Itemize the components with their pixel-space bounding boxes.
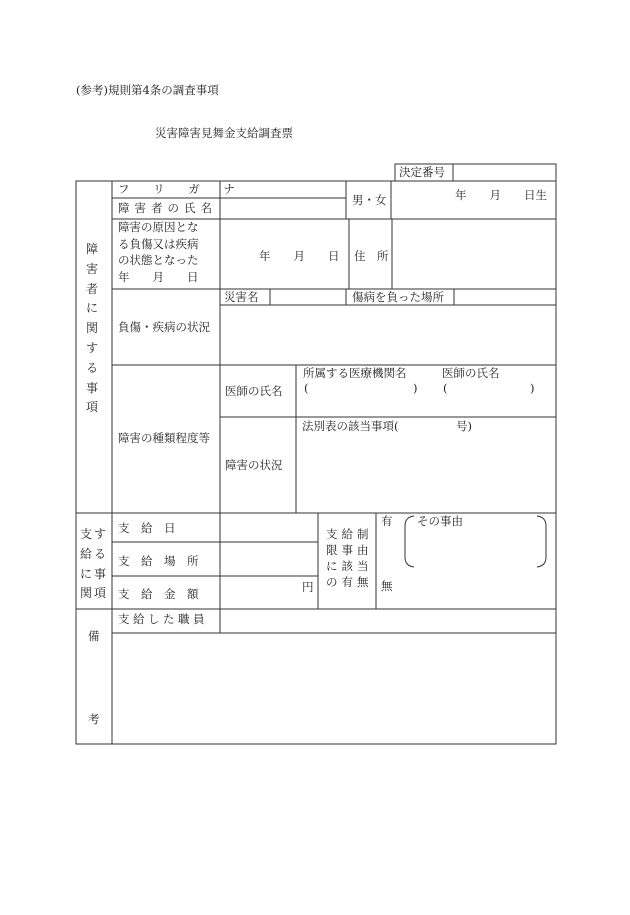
remarks-label-top: 備 <box>88 629 100 643</box>
restriction-label: 支給制 限事由 に該当 の有無 <box>326 527 373 590</box>
injury-status-label: 負傷・疾病の状況 <box>118 320 210 334</box>
person-section-label: 障 害 者 に 関 す る 事 項 <box>86 242 99 415</box>
payment-date-label: 支 給 日 <box>118 521 176 535</box>
doctor-name-row-label: 医師の氏名 <box>225 384 283 398</box>
cause-date-label: 障害の原因とな る負傷又は疾病 の状態となった 年 月 日 <box>118 220 199 285</box>
sex-label: 男・女 <box>352 193 387 207</box>
payment-place-label: 支 給 場 所 <box>118 554 199 568</box>
payment-section-label: 支す 給る に事 関項 <box>80 527 109 601</box>
disaster-name-label: 災害名 <box>224 290 259 304</box>
restriction-yes: 有 <box>381 514 393 528</box>
address-label: 住 所 <box>354 249 389 263</box>
reference-title: (参考)規則第4条の調査事項 <box>76 83 219 97</box>
amount-unit: 円 <box>302 580 314 594</box>
doctor-paren-open: ( <box>443 381 448 395</box>
doctor-name-header: 医師の氏名 <box>442 366 500 380</box>
furigana-label: フ リ ガ ナ <box>118 182 245 196</box>
medical-institution-label: 所属する医療機関名 <box>303 366 407 380</box>
payment-amount-label: 支 給 金 額 <box>118 587 199 601</box>
birth-date-label: 年 月 日生 <box>455 188 547 202</box>
institution-paren-close: ) <box>413 381 418 395</box>
remarks-label-bottom: 考 <box>88 712 100 726</box>
doctor-paren-close: ) <box>530 381 535 395</box>
disability-degree-label: 障害の種類程度等 <box>118 431 210 445</box>
payment-staff-label: 支給した職員 <box>118 612 208 626</box>
institution-paren-open: ( <box>304 381 309 395</box>
restriction-reason-label: その事由 <box>417 514 463 528</box>
law-table-label: 法別表の該当事項( 号) <box>302 419 472 433</box>
injury-place-label: 傷病を負った場所 <box>352 290 444 304</box>
person-name-label: 障害者の氏名 <box>118 201 217 215</box>
restriction-no: 無 <box>381 579 393 593</box>
decision-number-label: 決定番号 <box>399 165 445 179</box>
disability-status-label: 障害の状況 <box>225 458 283 472</box>
cause-date-value: 年 月 日 <box>259 249 340 263</box>
form-title: 災害障害見舞金支給調査票 <box>155 126 293 140</box>
